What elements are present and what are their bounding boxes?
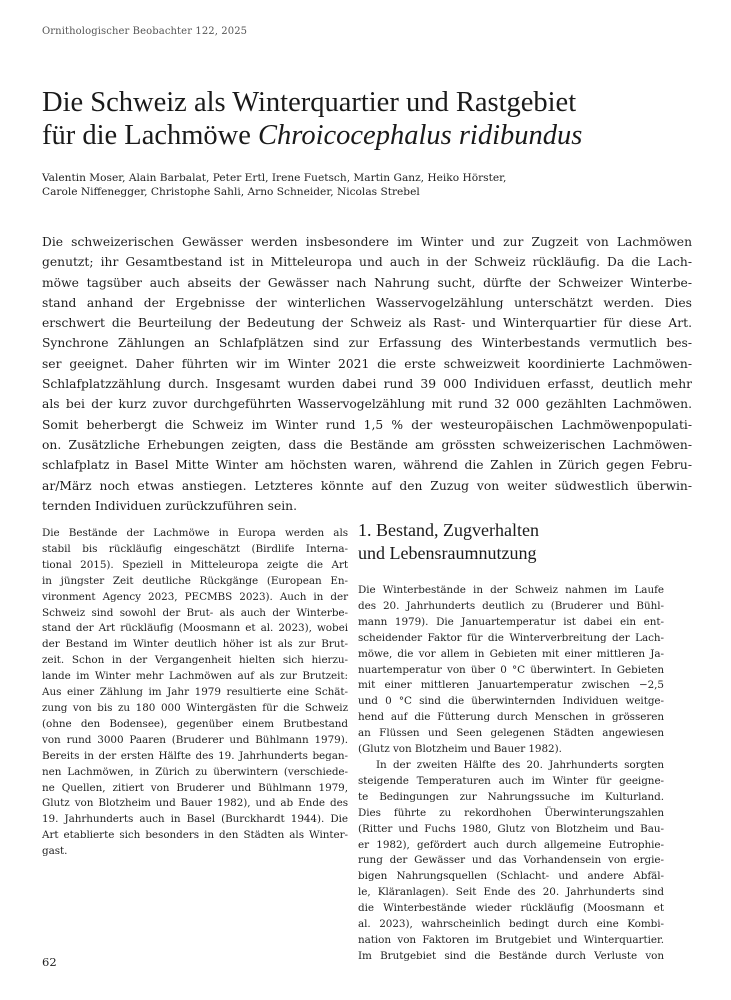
body-line: steigende Temperaturen auch im Winter für geeigne- <box>358 774 664 787</box>
body-line: tional 2015). Speziell in Mitteleuropa zeigte die Art <box>42 558 348 571</box>
body-line: vironment Agency 2023, PECMBS 2023). Auch in der <box>42 590 348 603</box>
abstract-line: on. Zusätzliche Erhebungen zeigten, dass die Bestände am grössten schweizerischen Lachmöwen- <box>42 437 692 452</box>
body-line: Die Bestände der Lachmöwe in Europa werden als <box>42 527 348 539</box>
body-line: mit einer mittleren Januartemperatur zwischen −2,5 <box>358 679 664 692</box>
abstract-line: Somit beherbergt die Schweiz im Winter rund 1,5 % der westeuropäischen Lachmöwenpopulati- <box>42 417 692 432</box>
journal-header: Ornithologischer Beobachter 122, 2025 <box>42 26 248 37</box>
author-list <box>42 171 692 199</box>
body-line: 19. Jahrhunderts auch in Basel (Burckhardt 1944). Die <box>42 813 348 826</box>
abstract-line: genutzt; ihr Gesamtbestand ist in Mitteleuropa und auch in der Schweiz rückläufig. Da die Lach- <box>42 255 692 270</box>
section-heading-line-2: und Lebensraumnutzung <box>358 542 537 563</box>
body-line: und 0 °C sind die überwinternden Individuen weitge- <box>358 695 664 708</box>
abstract-line: ser geeignet. Daher führten wir im Winter 2021 die erste schweizweit koordinierte Lachmöwen- <box>42 356 692 371</box>
title-prefix: für die Lachmöwe <box>42 120 259 151</box>
body-line: Die Winterbestände in der Schweiz nahmen im Laufe <box>358 584 664 596</box>
body-line: von rund 3000 Paaren (Bruderer und Bühlmann 1979). <box>42 733 348 746</box>
body-line: (Ritter und Fuchs 1980, Glutz von Blotzheim und Bau- <box>358 822 664 835</box>
body-line: Glutz von Blotzheim und Bauer 1982), und ab Ende des <box>42 797 348 810</box>
author-line-1: Valentin Moser, Alain Barbalat, Peter Ertl, Irene Fuetsch, Martin Ganz, Heiko Hörster, <box>42 172 507 184</box>
page-number: 62 <box>42 955 57 969</box>
body-line: Dies führte zu rekordhohen Überwinterungszahlen <box>358 806 664 819</box>
body-line: scheidender Faktor für die Winterverbreitung der Lach- <box>358 631 664 644</box>
abstract-line: als bei der kurz zuvor durchgeführten Wasservogelzählung mit rund 32 000 gezählten Lachmöwen. <box>42 397 692 412</box>
body-line: in jüngster Zeit deutliche Rückgänge (European En- <box>42 574 348 587</box>
abstract-line: Synchrone Zählungen an Schlafplätzen sind zur Erfassung des Winterbestands vermutlich bes- <box>42 336 692 351</box>
body-line: möwe, die vor allem in Gebieten mit einer mittleren Ja- <box>358 647 664 660</box>
body-line: Im Brutgebiet sind die Bestände durch Verluste von <box>358 949 664 962</box>
body-line: nen Lachmöwen, in Zürich zu überwintern (verschiede- <box>42 765 348 778</box>
abstract-line: ternden Individuen zurückzuführen sein. <box>42 498 298 513</box>
left-column-text <box>42 526 348 860</box>
body-line: an Flüssen und Seen gelegenen Städten angewiesen <box>358 727 664 740</box>
body-line: (Glutz von Blotzheim und Bauer 1982). <box>358 743 562 756</box>
body-line: stabil bis rückläufig eingeschätzt (Birdlife Interna- <box>42 542 348 555</box>
abstract-line: erschwert die Beurteilung der Bedeutung der Schweiz als Rast- und Winterquartier für diese Art. <box>42 316 692 331</box>
body-line: rung der Gewässer und das Vorhandensein von ergie- <box>358 854 664 867</box>
body-line: zung von bis zu 180 000 Wintergästen für die Schweiz <box>42 701 348 714</box>
body-line: Aus einer Zählung im Jahr 1979 resultierte eine Schät- <box>42 686 348 699</box>
abstract-line: stand anhand der Ergebnisse der winterlichen Wasservogelzählung unterschätzt werden. Dies <box>42 295 692 310</box>
body-line: te Bedingungen zur Nahrungssuche im Kulturland. <box>358 790 664 803</box>
body-line: In der zweiten Hälfte des 20. Jahrhunderts sorgten <box>376 758 664 771</box>
abstract-line: schlafplatz in Basel Mitte Winter am höchsten waren, während die Zahlen in Zürich gegen Febru- <box>42 458 692 473</box>
body-line: des 20. Jahrhunderts deutlich zu (Bruderer und Bühl- <box>358 599 664 612</box>
body-line: Art etablierte sich besonders in den Städten als Winter- <box>42 829 348 842</box>
body-line: (ohne den Bodensee), gegenüber einem Brutbestand <box>42 717 348 730</box>
abstract-line: Schlafplatzzählung durch. Insgesamt wurden dabei rund 39 000 Individuen erfasst, deutlich mehr <box>42 377 692 392</box>
author-line-2: Carole Niffenegger, Christophe Sahli, Arno Schneider, Nicolas Strebel <box>42 186 420 198</box>
body-line: Schweiz sind sowohl der Brut- als auch der Winterbe- <box>42 606 348 619</box>
right-column-text <box>358 583 664 965</box>
body-line: bigen Nahrungsquellen (Schlacht- und andere Abfäl- <box>358 870 664 883</box>
body-line: ne Quellen, zitiert von Bruderer und Bühlmann 1979, <box>42 781 348 794</box>
body-line: gast. <box>42 845 68 858</box>
abstract-line: ar/März noch etwas anstiegen. Letzteres könnte auf den Zuzug von weiter südwestlich überwin- <box>42 478 692 493</box>
abstract-line: Die schweizerischen Gewässer werden insbesondere im Winter und zur Zugzeit von Lachmöwen <box>42 235 692 249</box>
body-line: mann 1979). Die Januartemperatur ist dabei ein ent- <box>358 615 664 628</box>
body-line: die Winterbestände wieder rückläufig (Moosmann et <box>358 902 664 915</box>
body-line: Bereits in der ersten Hälfte des 19. Jahrhunderts began- <box>42 749 348 762</box>
body-line: le, Kläranlagen). Seit Ende des 20. Jahrhunderts sind <box>358 886 664 899</box>
body-line: stand der Art rückläufig (Moosmann et al. 2023), wobei <box>42 622 348 635</box>
title-line-2 <box>42 119 702 152</box>
title-line-1: Die Schweiz als Winterquartier und Rastgebiet <box>42 87 577 118</box>
section-heading-line-1: 1. Bestand, Zugverhalten <box>358 520 539 540</box>
body-line: zeit. Schon in der Vergangenheit hielten sich hierzu- <box>42 654 348 667</box>
section-heading <box>358 519 688 564</box>
body-line: hend auf die Fütterung durch Menschen in grösseren <box>358 711 664 724</box>
abstract <box>42 232 692 516</box>
body-line: der Bestand im Winter deutlich höher ist als zur Brut- <box>42 638 348 651</box>
body-line: al. 2023), wahrscheinlich bedingt durch eine Kombi- <box>358 918 664 931</box>
abstract-line: möwe tagsüber auch abseits der Gewässer nach Nahrung sucht, dürfte der Schweizer Winterbe- <box>42 275 692 290</box>
body-line: lande im Winter mehr Lachmöwen auf als zur Brutzeit: <box>42 670 348 683</box>
body-line: er 1982), gefördert auch durch allgemeine Eutrophie- <box>358 838 664 851</box>
article-title <box>42 86 702 152</box>
species-name: Chroicocephalus ridibundus <box>258 120 583 151</box>
body-line: nation von Faktoren im Brutgebiet und Winterquartier. <box>358 933 664 946</box>
body-line: nuartemperatur von über 0 °C überwintert. In Gebieten <box>358 663 664 676</box>
